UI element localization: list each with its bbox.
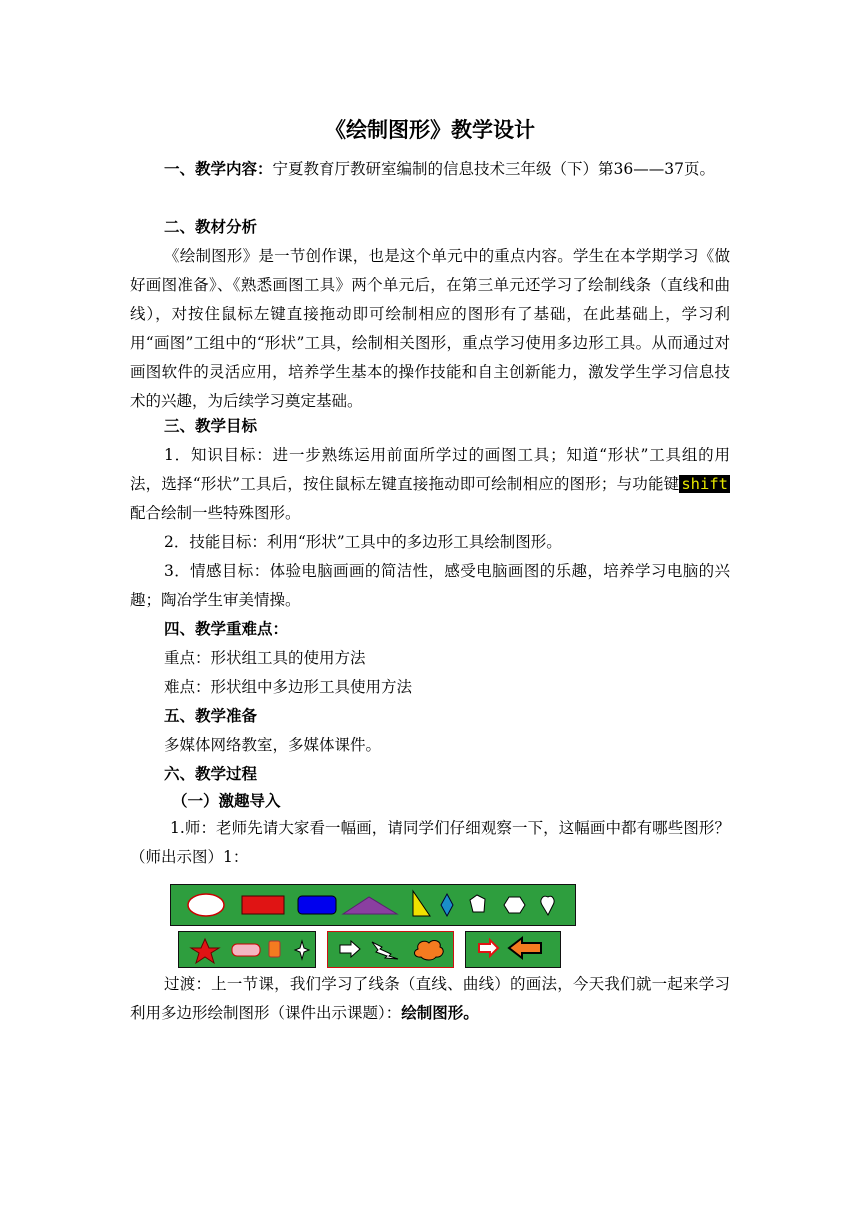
transition-paragraph <box>130 970 730 1028</box>
difficult-point: 难点：形状组中多边形工具使用方法 <box>164 678 413 696</box>
key-point: 重点：形状组工具的使用方法 <box>164 649 366 667</box>
transition-bold-text: 绘制图形。 <box>401 1004 479 1022</box>
goal-skill: 2．技能目标：利用“形状”工具中的多边形工具绘制图形。 <box>164 533 562 551</box>
rectangle-shape-icon <box>242 896 284 914</box>
section-heading: 三、教学目标 <box>164 417 258 435</box>
transition-text: 过渡：上一节课，我们学习了线条（直线、曲线）的画法，今天我们就一起来学习利用多边形绘制图形（课件出示课题）： <box>130 975 730 1022</box>
goal-knowledge <box>130 441 730 528</box>
section-text: 宁夏教育厅教研室编制的信息技术三年级（下）第36——37页。 <box>272 160 715 178</box>
shapes-figure-row2 <box>178 931 562 969</box>
section-heading: 一、教学内容： <box>164 160 273 178</box>
shapes-figure-row1 <box>170 884 576 926</box>
shift-key-label: shift <box>681 475 728 493</box>
goal-emotion: 3．情感目标：体验电脑画画的简洁性，感受电脑画图的乐趣，培养学习电脑的兴趣；陶冶学生审美情操。 <box>130 562 730 609</box>
section-heading: 六、教学过程 <box>164 765 258 783</box>
section-heading: 四、教学重难点： <box>164 620 289 638</box>
goal-text: 配合绘制一些特殊图形。 <box>130 504 301 522</box>
section-text: 《绘制图形》是一节创作课，也是这个单元中的重点内容。学生在本学期学习《做好画图准备》、《熟悉画图工具》两个单元后，在第三单元还学习了绘制线条（直线和曲线），对按住鼠标左键直接拖动即可绘制相应的图形有了基础，在此基础上，学习利用“画图”工组中的“形状”工具，绘制相关图形，重点学习使用多边形工具。从而通过对画图软件的灵活应用，培养学生基本的操作技能和自主创新能力，激发学生学习信息技术的兴趣，为后续学习奠定基础。 <box>130 247 730 410</box>
paragraph: 1.师：老师先请大家看一幅画，请同学们仔细观察一下，这幅画中都有哪些图形？（师出示图）1： <box>130 819 730 866</box>
hexagon-shape-icon <box>504 897 525 913</box>
section-heading: 五、教学准备 <box>164 707 258 725</box>
callout-shape-icon <box>269 941 280 957</box>
ellipse-shape-icon <box>188 894 224 916</box>
rounded-callout-shape-icon <box>232 944 260 956</box>
rounded-rectangle-shape-icon <box>298 896 336 914</box>
section-heading: 二、教材分析 <box>164 218 258 236</box>
page-title: 《绘制图形》教学设计 <box>325 118 535 142</box>
cloud-shape-icon <box>414 940 443 960</box>
goal-text: 1．知识目标：进一步熟练运用前面所学过的画图工具；知道“形状”工具组的用法，选择“形状”工具后，按住鼠标左键直接拖动即可绘制相应的图形；与功能键 <box>130 446 730 493</box>
section-content <box>130 155 730 184</box>
section-text: 多媒体网络教室，多媒体课件。 <box>164 736 382 754</box>
subsection-heading: （一）激趣导入 <box>172 792 281 810</box>
